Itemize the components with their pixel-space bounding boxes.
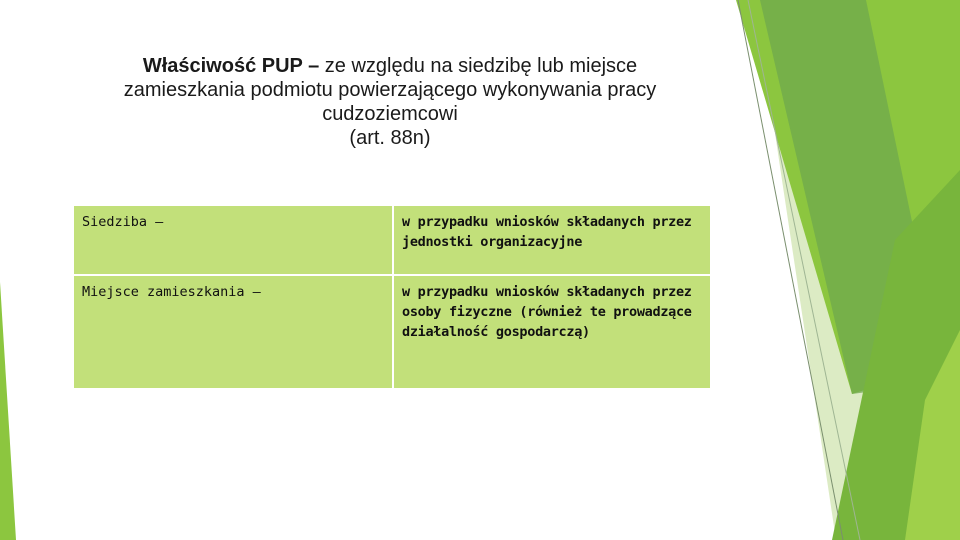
table-cell-description: w przypadku wniosków składanych przez osoby fizyczne (również te prowadzące działalność gospodarczą)	[393, 275, 711, 389]
title-line-3: cudzoziemcowi	[322, 103, 458, 125]
title-bold-part: Właściwość PUP	[142, 55, 303, 77]
table-cell-term: Siedziba –	[73, 205, 393, 275]
table-row	[73, 205, 711, 275]
title-line-4: (art. 88n)	[349, 127, 431, 149]
table-cell-description: w przypadku wniosków składanych przez jednostki organizacyjne	[393, 205, 711, 275]
left-green-sliver	[0, 282, 16, 540]
table-row	[73, 275, 711, 389]
title-line-1	[60, 54, 720, 78]
title-dash: –	[302, 55, 325, 77]
definition-table	[72, 204, 712, 390]
slide-title	[60, 54, 720, 150]
table-cell-term: Miejsce zamieszkania –	[73, 275, 393, 389]
title-line-2: zamieszkania podmiotu powierzającego wykonywania pracy	[123, 79, 657, 101]
title-rest-line1: ze względu na siedzibę lub miejsce	[324, 55, 638, 77]
